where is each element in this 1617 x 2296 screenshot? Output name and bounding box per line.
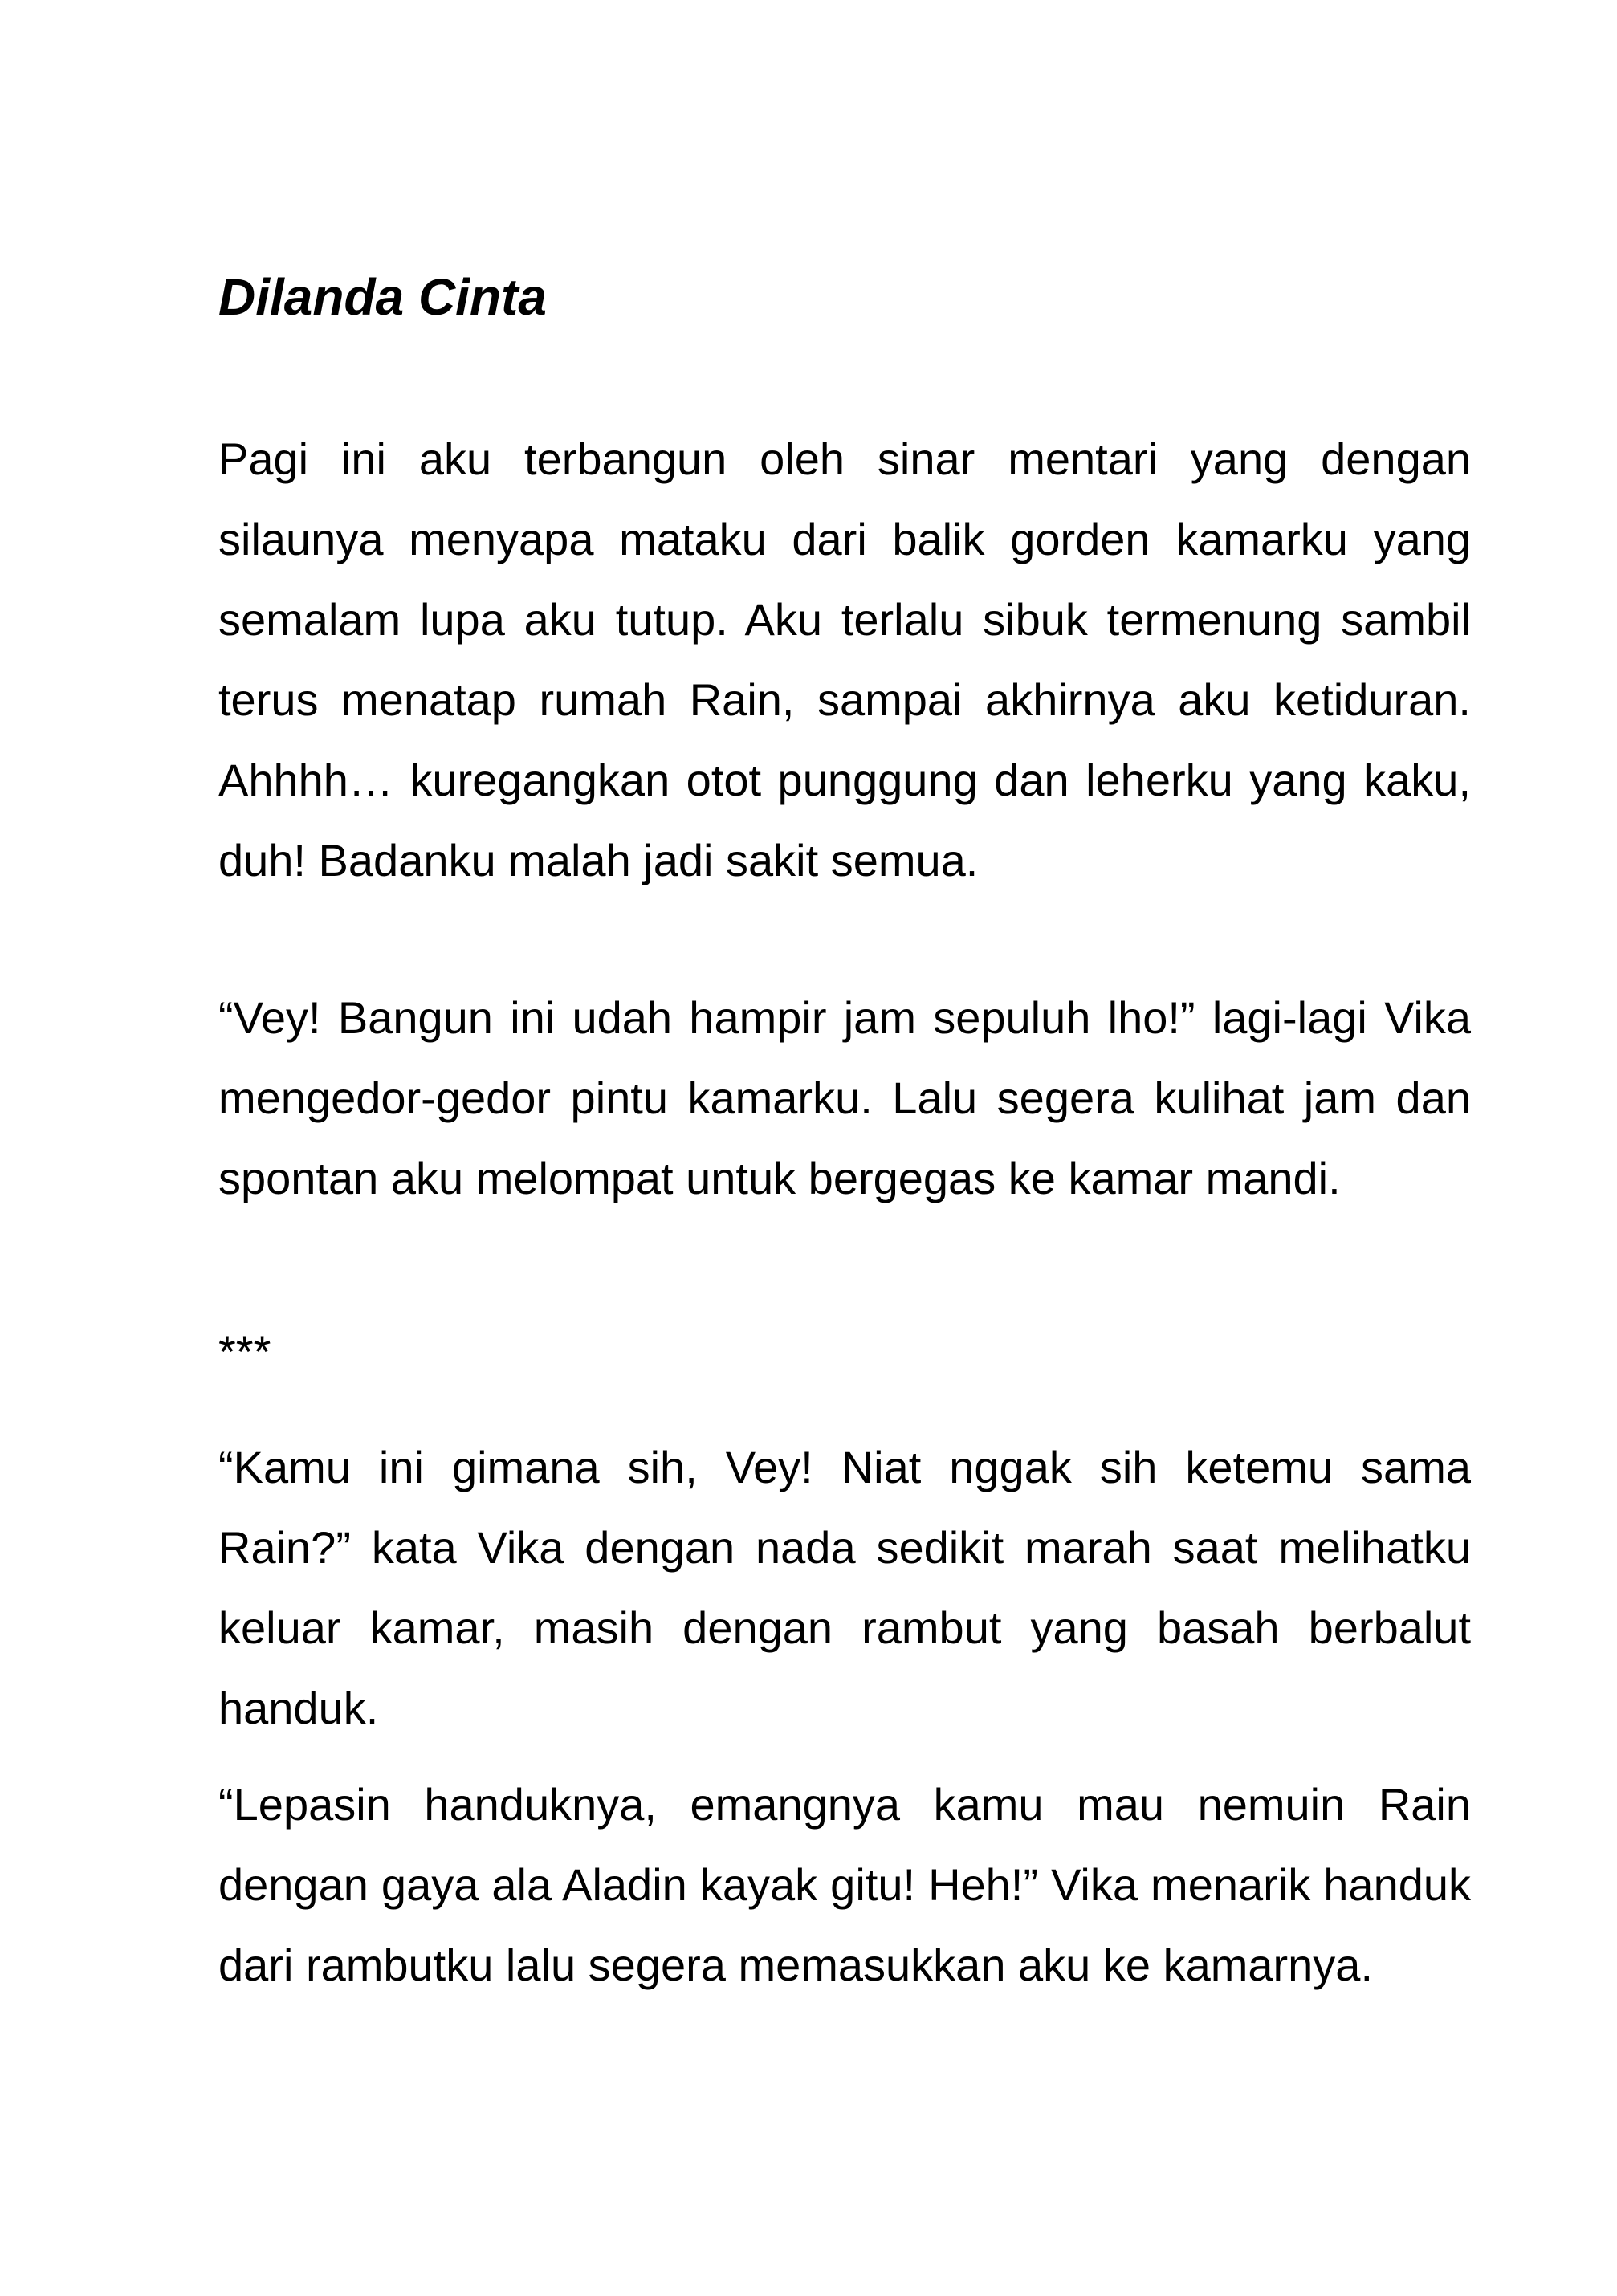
scene-separator: *** <box>218 1326 271 1377</box>
paragraph-vika-knocking: “Vey! Bangun ini udah hampir jam sepuluh lho!” lagi-lagi Vika mengedor-gedor pintu kamarku. Lalu segera kulihat jam dan spontan aku melompat untuk bergegas ke kamar mandi. <box>218 992 1471 1203</box>
paragraph-morning: Pagi ini aku terbangun oleh sinar mentari yang dengan silaunya menyapa mataku dari balik gorden kamarku yang semalam lupa aku tutup. Aku terlalu sibuk termenung sambil terus menatap rumah Rain, sampai akhirnya aku ketiduran. Ahhhh… kuregangkan otot punggung dan leherku yang kaku, duh! Badanku malah jadi sakit semua. <box>218 434 1471 885</box>
story-title: Dilanda Cinta <box>218 268 547 326</box>
paragraph-vika-angry: “Kamu ini gimana sih, Vey! Niat nggak sih ketemu sama Rain?” kata Vika dengan nada sedikit marah saat melihatku keluar kamar, masih dengan rambut yang basah berbalut handuk. <box>218 1442 1471 1733</box>
paragraph-towel: “Lepasin handuknya, emangnya kamu mau nemuin Rain dengan gaya ala Aladin kayak gitu! Heh!” Vika menarik handuk dari rambutku lalu segera memasukkan aku ke kamarnya. <box>218 1779 1471 1990</box>
